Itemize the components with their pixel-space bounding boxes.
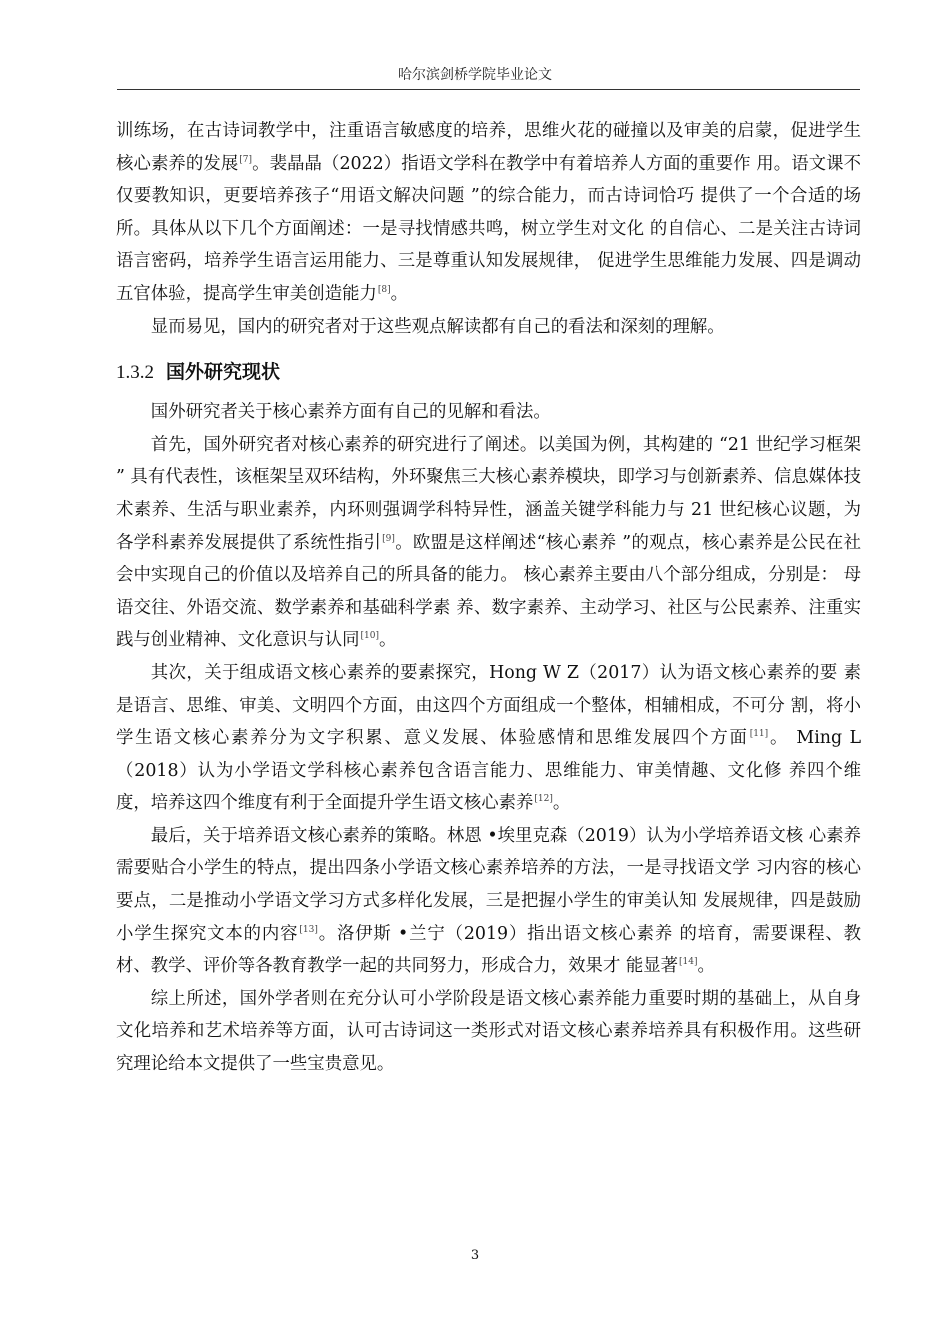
paragraph-text: 。 <box>390 283 409 304</box>
section-title: 国外研究现状 <box>166 361 281 384</box>
paragraph-second <box>116 657 861 820</box>
page-body <box>116 115 861 1081</box>
section-heading <box>116 357 861 388</box>
paragraph-text: 。 <box>552 793 571 814</box>
citation-ref: [10] <box>360 631 379 642</box>
paragraph-text: 首先，国外研究者对核心素养的研究进行了阐述。以美国为例，其构建的 “21 世纪学习框架 ” 具有代表性，该框架呈双环结构，外环聚焦三大核心素养模块，即学习与创新素养、信息媒体技术素养、生活与职业素养，内环则强调学科特异性，涵盖关键学科能力与 21 世纪核心议题，为各学科素养发展提供了系统性指引 <box>116 434 861 553</box>
paragraph-text: 。洛伊斯 •兰宁（2019）指出语文核心素养 的培育，需要课程、教材、教学、评价等各教育教学一起的共同努力，形成合力，效果才 能显著 <box>116 923 861 977</box>
section-number: 1.3.2 <box>116 362 154 384</box>
citation-ref: [8] <box>377 284 391 295</box>
citation-ref: [14] <box>679 957 698 968</box>
header-rule <box>117 89 860 90</box>
paragraph-text: 。裴晶晶（2022）指语文学科在教学中有着培养人方面的重要作 用。语文课不仅要教知识，更要培养孩子“用语文解决问题 ”的综合能力，而古诗词恰巧 提供了一个合适的场所。具体从以下几个方面阐述：一是寻找情感共鸣，树立学生对文化 的自信心、二是关注古诗词语言密码，培养学生语言运用能力、三是尊重认知发展规律， 促进学生思维能力发展、四是调动五官体验，提高学生审美创造能力 <box>116 153 861 304</box>
paragraph-first <box>116 429 861 657</box>
citation-ref: [12] <box>534 794 553 805</box>
paragraph-text: 其次，关于组成语文核心素养的要素探究，Hong W Z（2017）认为语文核心素养的要 素是语言、思维、审美、文明四个方面，由这四个方面组成一个整体，相辅相成，不可分 割，将小学生语文核心素养分为文字积累、意义发展、体验感情和思维发展四个方面 <box>116 662 861 749</box>
citation-ref: [11] <box>749 729 769 740</box>
paragraph-text: 训练场，在古诗词教学中，注重语言敏感度的培养，思维火花的碰撞以及审美的启蒙，促进学生核心素养的发展 <box>116 121 861 174</box>
page-number: 3 <box>470 1248 480 1263</box>
paragraph-domestic-summary: 显而易见，国内的研究者对于这些观点解读都有自己的看法和深刻的理解。 <box>150 316 725 337</box>
paragraph-text: 最后，关于培养语文核心素养的策略。林恩 •埃里克森（2019）认为小学培养语文核 心素养需要贴合小学生的特点，提出四条小学语文核心素养培养的方法，一是寻找语文学 习内容的核心要点，二是推动小学语文学习方式多样化发展，三是把握小学生的审美认知 发展规律，四是鼓励小学生探究文本的内容 <box>116 825 861 944</box>
citation-ref: [9] <box>382 533 395 544</box>
paragraph-text: 。欧盟是这样阐述“核心素养 ”的观点，核心素养是公民在社会中实现自己的价值以及培养自己的所具备的能力。 核心素养主要由八个部分组成，分别是： 母语交往、外语交流、数学素养和基础科学素 养、数字素养、主动学习、社区与公民素养、注重实践与创业精神、文化意识与认同 <box>116 532 861 651</box>
paragraph-domestic-continued <box>116 115 861 311</box>
paragraph-text: 。 Ming L（2018）认为小学语文学科核心素养包含语言能力、思维能力、审美情趣、文化修 养四个维度，培养这四个维度有利于全面提升学生语文核心素养 <box>116 728 861 814</box>
paragraph-text: 。 <box>378 630 397 651</box>
paragraph-text: 。 <box>697 956 715 977</box>
running-header: 哈尔滨剑桥学院毕业论文 <box>398 67 552 83</box>
citation-ref: [13] <box>299 924 318 935</box>
paragraph-last <box>116 820 861 983</box>
paragraph-foreign-intro: 国外研究者关于核心素养方面有自己的见解和看法。 <box>150 402 551 423</box>
citation-ref: [7] <box>239 154 253 165</box>
paragraph-conclusion: 综上所述，国外学者则在充分认可小学阶段是语文核心素养能力重要时期的基础上，从自身文化培养和艺术培养等方面，认可古诗词这一类形式对语文核心素养培养具有积极作用。这些研究理论给本文提供了一些宝贵意见。 <box>116 988 861 1075</box>
